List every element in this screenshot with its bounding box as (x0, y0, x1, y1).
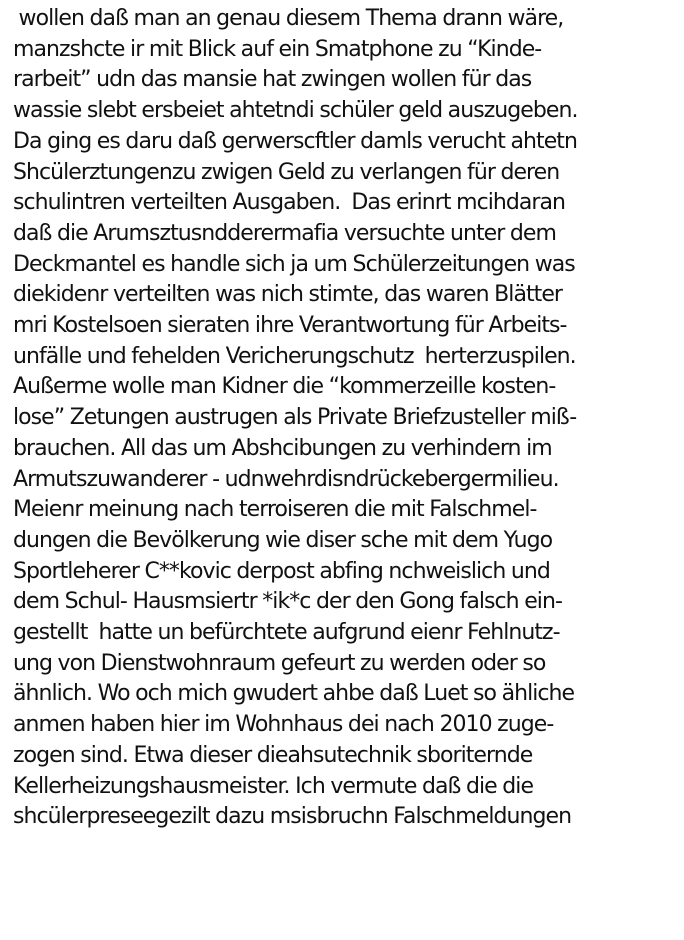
text-line-18: dungen die Bevölkerung wie diser sche mit dem Yugo (13, 527, 553, 553)
text-line-25: zogen sind. Etwa dieser dieahsutechnik sboriternde (13, 742, 533, 768)
body-text (13, 4, 681, 833)
text-line-9: Deckmantel es handle sich ja um Schülerzeitungen was (13, 251, 575, 277)
text-line-24: anmen haben hier im Wohnhaus dei nach 2010 zuge- (13, 712, 554, 738)
text-line-10: diekidenr verteilten was nich stimte, das waren Blätter (13, 282, 563, 308)
text-line-23: ähnlich. Wo och mich gwudert ahbe daß Luet so ähliche (13, 681, 575, 707)
text-line-5: Da ging es daru daß gerwerscftler damls verucht ahtetn (13, 128, 577, 154)
text-line-2: manzshcte ir mit Blick auf ein Smatphone zu “Kinde- (13, 36, 542, 62)
text-line-11: mri Kostelsoen sieraten ihre Verantwortung für Arbeits- (13, 313, 567, 339)
text-line-22: ung von Dienstwohnraum gefeurt zu werden oder so (13, 650, 546, 676)
text-line-7: schulintren verteilten Ausgaben. Das erinrt mcihdaran (13, 190, 566, 216)
text-line-8: daß die Arumsztusndderermafia versuchte unter dem (13, 220, 556, 246)
text-line-3: rarbeit” udn das mansie hat zwingen wollen für das (13, 67, 532, 93)
text-line-15: brauchen. All das um Abshcibungen zu verhindern im (13, 435, 552, 461)
text-line-21: gestellt hatte un befürchtete aufgrund eienr Fehlnutz- (13, 620, 560, 646)
text-line-13: Außerme wolle man Kidner die “kommerzeille kosten- (13, 374, 556, 400)
text-line-1: wollen daß man an genau diesem Thema drann wäre, (13, 6, 564, 31)
text-line-14: lose” Zetungen austrugen als Private Briefzusteller miß- (13, 405, 577, 431)
text-line-27: shcülerpreseegezilt dazu msisbruchn Falschmeldungen (13, 804, 572, 830)
text-line-19: Sportleherer C**kovic derpost abfing nchweislich und (13, 558, 550, 584)
text-line-17: Meienr meinung nach terroiseren die mit Falschmel- (13, 497, 537, 523)
text-line-6: Shcülerztungenzu zwigen Geld zu verlangen für deren (13, 159, 560, 185)
text-line-20: dem Schul- Hausmsiertr *ik*c der den Gong falsch ein- (13, 589, 562, 615)
text-line-12: unfälle und fehelden Vericherungschutz herterzuspilen. (13, 343, 576, 369)
text-line-16: Armutszuwanderer - udnwehrdisndrückebergermilieu. (13, 466, 559, 492)
text-line-26: Kellerheizungshausmeister. Ich vermute daß die die (13, 773, 534, 799)
text-line-4: wassie slebt ersbeiet ahtetndi schüler geld auszugeben. (13, 98, 578, 124)
